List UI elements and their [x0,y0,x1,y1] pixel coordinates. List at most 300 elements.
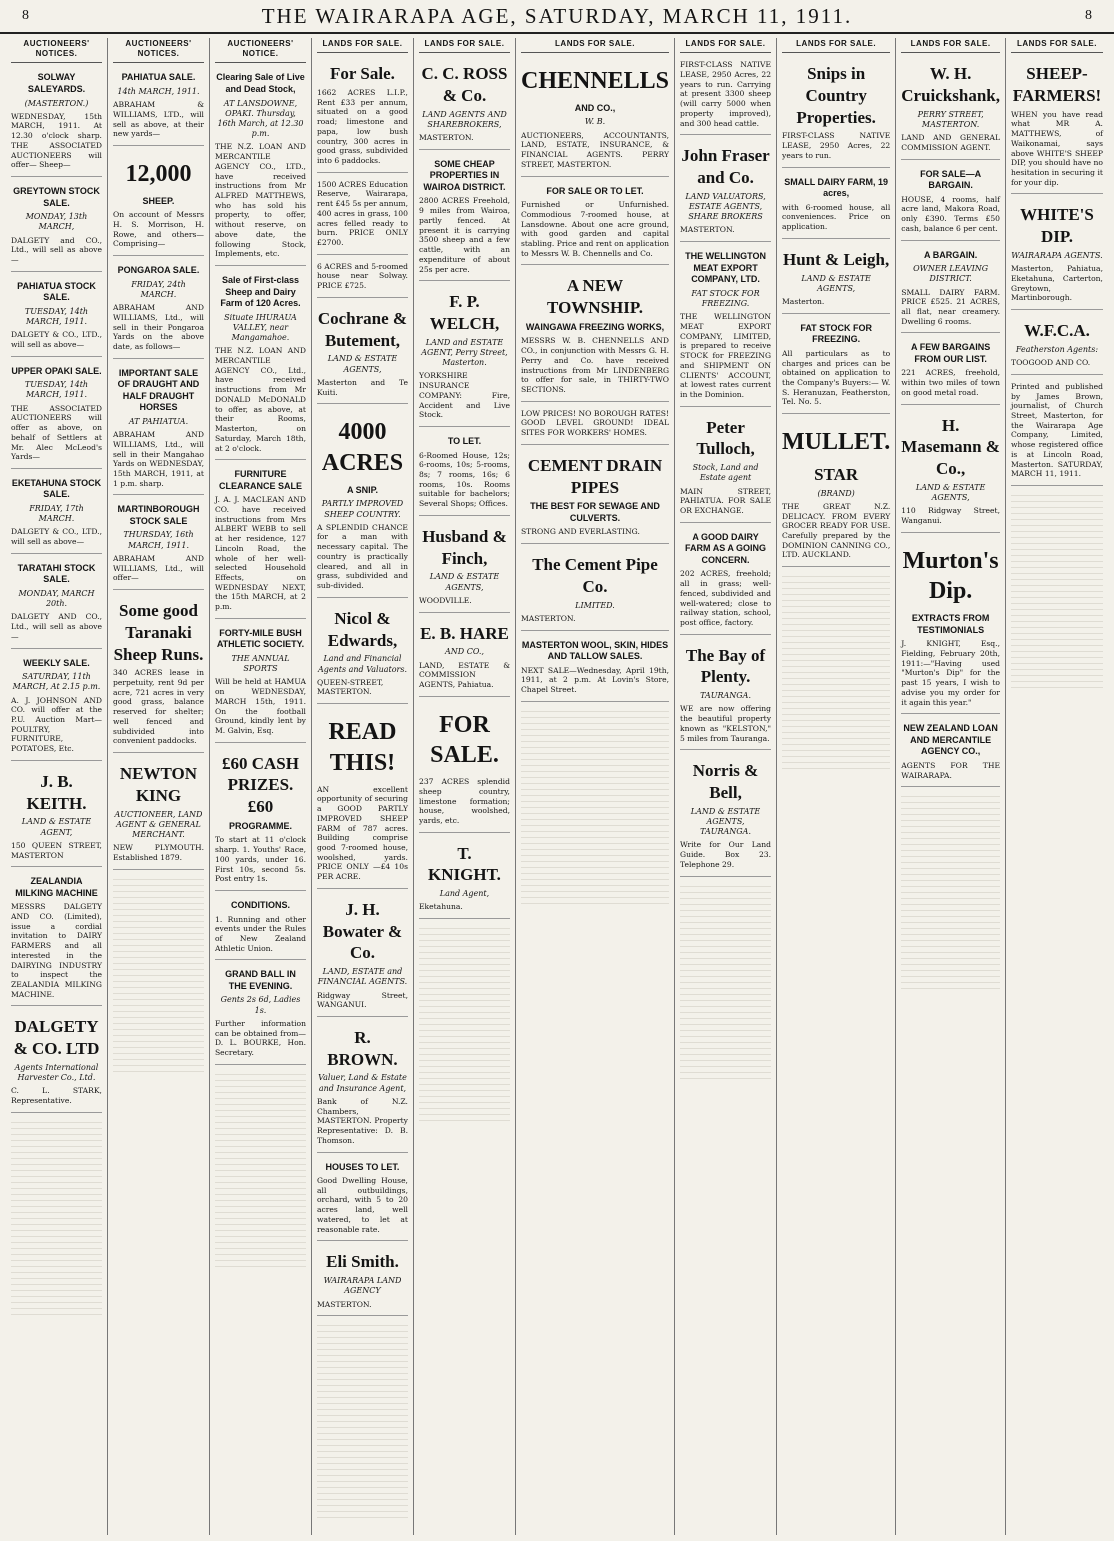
notice-heading: GRAND BALL IN THE EVENING. [225,969,296,991]
notice-subheading: 14th MARCH, 1911. [117,86,200,96]
notice-block [419,57,510,150]
notice-body: DALGETY & CO., LTD., will sell as above— [11,330,102,349]
notice-block [419,617,510,697]
notice-body: THE N.Z. LOAN AND MERCANTILE AGENCY CO., Ltd., have received instructions from Mr DONALD McDONALD to offer, as above, at their Rooms, Masterton, on Saturday, March 18th, at 2 o'clock. [214,346,306,453]
notice-body: ABRAHAM & WILLIAMS, LTD., will sell as above, at their new yards— [112,100,204,139]
notice-title: For Sale. [330,64,395,84]
notice-block [317,408,408,597]
notice-block [680,57,771,135]
notice-block [419,431,510,516]
notice-block [317,177,408,255]
notice-heading: FORTY-MILE BUSH ATHLETIC SOCIETY. [216,627,305,650]
notice-body: THE ASSOCIATED AUCTIONEERS will offer as above, on behalf of Settlers at Mr. Alec McLeod's Yards— [11,403,102,462]
notice-body: Write for Our Land Guide. Box 23. Telephone 29. [680,840,772,869]
notice-block [419,701,510,833]
notice-block [317,1021,408,1153]
notice-body: TOOGOOD AND CO. [1011,358,1091,368]
column-fine-print [317,1320,408,1520]
notice-body: AN excellent opportunity of securing a GOOD PARTLY IMPROVED SHEEP FARM of 787 acres. Building comprise good 7-roomed house, woolshed, yards. PRICE ONLY —£4 10s PER ACRE. [316,784,408,882]
masthead [0,0,1114,34]
notice-heading: PAHIATUA STOCK SALE. [17,280,96,303]
notice-body: WOODVILLE. [418,595,472,605]
notice-body: Masterton, Pahiatua, Eketahuna, Carterton, Greytown, Martinborough. [1011,264,1103,303]
notice-block [11,1010,102,1112]
notice-block [901,409,1000,533]
notice-subheading: OWNER LEAVING DISTRICT. [913,264,989,284]
notice-subheading: FRIDAY, 24th MARCH. [131,279,186,299]
notice-body: AUCTIONEERS, ACCOUNTANTS, LAND, ESTATE, INSURANCE, & FINANCIAL AGENTS. PERRY STREET, MASTERTON. [520,130,670,169]
column-header: LANDS FOR SALE. [419,38,510,53]
notice-body: with 6-roomed house, all conveniences. Price on application. [782,202,891,232]
notice-block [782,318,890,414]
notice-title: Some good Taranaki Sheep Runs. [113,601,204,664]
notice-subheading: (BRAND) [817,488,855,498]
notice-title: W. H. Cruickshank, [901,64,1000,105]
notice-heading: NEW ZEALAND LOAN AND MERCANTILE AGENCY CO., [903,723,998,757]
notice-body: Masterton and Te Kuiti. [316,377,408,397]
notice-block [317,302,408,404]
notice-body: NEW PLYMOUTH. Established 1879. [112,843,204,862]
notice-subheading: FAT STOCK FOR FREEZING. [691,288,760,308]
notice-subheading: LAND and ESTATE AGENT, Perry Street, Masterton. [421,337,508,368]
notice-body: THE GREAT N.Z. DELICACY. FROM EVERY GROCER READY FOR USE. Carefully prepared by the DOMINION CANNING CO., LTD. AUCKLAND. [782,501,891,560]
notice-subheading: Valuer, Land & Estate and Insurance Agent, [318,1073,407,1093]
notice-block [419,520,510,613]
notice-block [11,361,102,469]
notice-heading: PROGRAMME. [228,820,292,831]
notice-body: THE WELLINGTON MEAT EXPORT COMPANY, LIMITED, is prepared to receive STOCK for FREEZING and SHIPMENT ON CLIENTS' ACCOUNT, at lowest rates current in the Dominion. [680,312,772,399]
notice-body: Bank of N.Z. Chambers, MASTERTON. Property Representative: D. B. Thomson. [316,1096,408,1145]
notice-body: LAND, ESTATE & COMMISSION AGENTS, Pahiatua. [418,660,510,689]
notice-block [317,57,408,173]
notice-body: FIRST-CLASS NATIVE LEASE, 2950 Acres, 22 years to run. [782,131,891,160]
column-1 [6,38,108,1535]
notice-block [215,747,306,891]
notice-subheading: Land and Financial Agents and Valuators. [317,654,407,674]
notice-subheading: WAIRARAPA LAND AGENCY [323,1276,402,1296]
notice-heading: HOUSES TO LET. [325,1161,400,1172]
notice-subheading: WAIRARAPA AGENTS. [1011,250,1103,260]
notice-body: Eketahuna. [418,902,463,912]
notice-body: WE are now offering the beautiful property known as "KELSTON," 5 miles from Tauranga. [680,704,772,743]
notice-body: 1500 ACRES Education Reserve, Wairarapa, rent £45 5s per annum, 400 acres in grass, 100 acres felled ready to burn. PRICE ONLY £2700. [316,179,408,248]
notice-heading: SOME CHEAP PROPERTIES IN WAIROA DISTRICT. [423,158,506,192]
notice-block [1011,57,1103,194]
notice-block [680,139,771,242]
notice-subheading: LAND & ESTATE AGENTS, [915,482,986,503]
notice-body: DALGETY and CO., Ltd., will sell as above— [11,235,102,264]
notice-heading: FAT STOCK FOR FREEZING. [800,322,872,345]
notice-title: F. P. WELCH, [429,292,500,333]
notice-body: A SPLENDID CHANCE for a man with necessary capital. The country is practically cleared, and all in grass, subdivided and sub-divided. [316,522,408,591]
notice-block [11,558,102,649]
notice-heading: EKETAHUNA STOCK SALE. [11,477,102,500]
notice-heading: AND CO., [574,102,616,113]
notice-heading: PONGAROA SALE. [117,265,200,276]
notice-block [317,893,408,1017]
notice-title: £60 CASH PRIZES. £60 [221,753,299,817]
notice-body: ABRAHAM AND WILLIAMS, Ltd., will offer— [112,553,204,583]
notice-title: J. H. Bowater & Co. [322,899,403,963]
notice-body: Further information can be obtained from— D. L. BOURKE, Hon. Secretary. [214,1018,306,1058]
notice-heading: A BARGAIN. [924,249,978,260]
notice-block [901,57,1000,159]
notice-subheading: MONDAY, 13th MARCH, [25,212,88,232]
notice-body: STRONG AND EVERLASTING. [520,527,640,537]
notice-block [317,602,408,704]
notice-body: FIRST-CLASS NATIVE LEASE, 2950 Acres, 22 years to run. Carrying at present 3300 sheep (will carry 5000 when property improved), and 300 head cattle. [680,60,772,128]
notice-subheading: AND CO., [444,647,484,657]
notice-body: 2800 ACRES Freehold, 9 miles from Wairoa, partly fenced. At present it is carrying 3500 sheep and a few cattle, with an expenditure of about 25s per acre. [418,196,510,274]
column-header: LANDS FOR SALE. [680,38,771,53]
notice-body: DALGETY AND CO., Ltd., will sell as above— [11,612,102,641]
notice-block [901,537,1000,715]
notice-body: MASTERTON. [680,225,735,235]
notice-heading: TARATAHI STOCK SALE. [17,562,96,585]
notice-heading: PAHIATUA SALE. [121,72,196,83]
notice-body: J. A. J. MACLEAN AND CO. have received instructions from Mrs ALBERT WEBB to sell at her residence, 127 Lincoln Road, the whole of her well-selected Household Effects, on WEDNESDAY NEXT, the 15th MARCH, at 2 p.m. [214,495,306,612]
notice-body: ABRAHAM AND WILLIAMS, Ltd., will sell in their Mangahao Yards on WEDNESDAY, 15th MARCH, 1911, at 1 p.m. sharp. [112,430,204,488]
notice-body: 340 ACRES lease in perpetuity, rent 9d per acre, 721 acres in very good grass, balance reserved for shelter; well fenced and subdivided into convenient paddocks. [112,668,204,746]
notice-body: Ridgway Street, WANGANUI. [316,990,408,1010]
column-9 [896,38,1006,1535]
notice-title: T. KNIGHT. [428,843,501,885]
notice-body: A. J. JOHNSON AND CO. will offer at the P.U. Auction Mart—POULTRY, FURNITURE, POTATOES, Etc. [11,695,102,754]
notice-heading: IMPORTANT SALE OF DRAUGHT AND HALF DRAUGHT HORSES [117,367,200,413]
notice-subheading: PARTLY IMPROVED SHEEP COUNTRY. [321,499,404,519]
notice-block [113,150,204,256]
notice-body: 6 ACRES and 5-roomed house near Solway. PRICE £725. [316,261,408,291]
notice-block [680,754,771,876]
notice-body: LAND AND GENERAL COMMISSION AGENT. [901,133,1000,152]
column-fine-print [419,923,510,1123]
notice-title: Husband & Finch, [422,526,507,568]
notice-title: Peter Tulloch, [696,417,755,459]
notice-body: On account of Messrs H. S. Morrison, H. Rowe, and others— Comprising— [112,210,204,249]
notice-subheading: LAND, ESTATE and FINANCIAL AGENTS. [317,967,408,987]
column-4 [312,38,414,1535]
notice-heading: SHEEP. [142,195,175,206]
notice-subheading: SATURDAY, 11th MARCH, At 2.15 p.m. [12,672,101,692]
notice-heading: FURNITURE CLEARANCE SALE [218,469,302,491]
column-fine-print [1011,490,1103,690]
notice-heading: SMALL DAIRY FARM, 19 acres, [784,176,889,199]
notice-subheading: LAND VALUATORS, ESTATE AGENTS, SHARE BROKERS [685,191,766,222]
notice-heading: CONDITIONS. [230,900,290,911]
notice-block [11,67,102,177]
notice-subheading: Stock, Land and Estate agent [692,463,759,483]
notice-body: AGENTS FOR THE WAIRARAPA. [901,760,1000,780]
notice-heading: WAINGAWA FREEZING WORKS, [525,321,665,332]
notice-title: SHEEP-FARMERS! [1012,64,1102,105]
notice-body: C. L. STARK, Representative. [11,1086,102,1106]
notice-body: SMALL DAIRY FARM. PRICE £525. 21 ACRES, all flat, near creamery. Dwelling 6 rooms. [901,287,1000,326]
notice-body: LOW PRICES! NO BOROUGH RATES! GOOD LEVEL GROUND! IDEAL SITES FOR WORKERS' HOMES. [520,408,670,438]
notice-subheading: Agents International Harvester Co., Ltd. [14,1062,99,1083]
notice-body: Will be held at HAMUA on WEDNESDAY, MARCH 15th, 1911. On the football Ground, kindly lent by M. Galvin, Esq. [214,677,306,735]
notice-body: WEDNESDAY, 15th MARCH, 1911. At 12.30 o'clock sharp. THE ASSOCIATED AUCTIONEERS will offer— Sheep— [11,111,102,170]
column-fine-print [782,571,890,771]
notice-block [11,181,102,272]
notice-block [901,337,1000,404]
notice-heading: WEEKLY SALE. [23,657,90,668]
notice-heading: EXTRACTS FROM TESTIMONIALS [911,613,990,635]
notice-block [113,260,204,359]
notice-heading: FOR SALE—A BARGAIN. [920,168,982,191]
notice-body: 221 ACRES, freehold, within two miles of town on good metal road. [901,368,1000,397]
notice-heading: A GOOD DAIRY FARM AS A GOING CONCERN. [685,531,767,565]
notice-body: QUEEN-STREET, MASTERTON. [316,677,384,697]
notice-body: Printed and published by James Brown, journalist, of Church Street, Masterton, for the Wairarapa Age Company, Limited, whose registered office is at Lincoln Road, Masterton. SATURDAY, MARCH 11, 1911. [1011,381,1103,479]
notice-subheading: W. B. [584,117,606,127]
column-fine-print [521,706,669,906]
notice-body: MASTERTON. [316,1299,372,1309]
notice-display-headline: 12,000 [125,161,192,188]
notice-block [113,499,204,590]
notice-title: Cochrane & Butement, [317,308,408,350]
notice-block [317,1245,408,1316]
notice-subheading: LAND & ESTATE AGENTS, [327,354,398,374]
notice-body: 237 ACRES splendid sheep country, limestone formation; house, woolshed, yards, etc. [418,777,510,825]
notice-block [11,653,102,761]
notice-display-headline: MULLET. [782,429,891,456]
notice-subheading: MONDAY, MARCH 20th. [18,588,95,609]
notice-body: MASTERTON. [418,133,474,143]
notice-subheading: LAND & ESTATE AGENTS, TAURANGA. [690,806,761,837]
notice-block [901,164,1000,241]
notice-heading: THE WELLINGTON MEAT EXPORT COMPANY, LTD. [685,251,766,285]
notice-body: ABRAHAM AND WILLIAMS, Ltd., will sell in their Pongaroa Yards on the above date, as follows— [112,303,204,352]
notice-block [521,269,669,401]
notice-subheading: LAND & ESTATE AGENTS, [801,273,871,293]
notice-subheading: TUESDAY, 14th MARCH, 1911. [24,306,89,326]
notice-block [1011,198,1103,310]
notice-block [901,718,1000,787]
notice-subheading: LIMITED. [575,600,615,610]
notice-block [521,449,669,544]
notice-heading: MARTINBOROUGH STOCK SALE [117,504,200,526]
column-5 [414,38,516,1535]
notice-block [113,363,204,496]
notice-subheading: PERRY STREET, MASTERTON. [917,109,984,129]
notice-block [11,473,102,554]
column-2 [108,38,210,1535]
notice-block [1011,314,1103,375]
notice-display-headline: READ THIS! [328,719,397,776]
notice-subheading: Featherston Agents: [1015,344,1099,354]
notice-heading: MASTERTON WOOL, SKIN, HIDES AND TALLOW SALES. [521,639,669,662]
notice-block [419,837,510,919]
notice-title: Hunt & Leigh, [783,249,890,269]
notice-block [1011,379,1103,486]
notice-subheading: Situate IHURAUA VALLEY, near Mangamahoe. [224,312,297,343]
column-6 [516,38,675,1535]
notice-heading: GREYTOWN STOCK SALE. [13,186,100,208]
notice-body: J. KNIGHT, Esq., Fielding, February 20th, 1911:—"Having used "Murton's Dip" for the past 15 years, I wish to advise you my order for it again this year." [901,639,1000,707]
column-header: LANDS FOR SALE. [782,38,890,53]
notice-block [11,871,102,1006]
column-header: LANDS FOR SALE. [317,38,408,53]
notice-block [215,895,306,960]
notice-block [521,635,669,702]
notice-body: NEXT SALE—Wednesday, April 19th, 1911, at 2 p.m. At Lovin's Store, Chapel Street. [520,665,670,695]
column-fine-print [680,881,771,1081]
notice-block [901,245,1000,334]
column-3 [210,38,312,1535]
notice-subheading: LAND & ESTATE AGENT, [21,817,92,837]
notice-block [782,243,890,314]
notice-title: The Bay of Plenty. [685,645,766,687]
newspaper-title: THE WAIRARAPA AGE, SATURDAY, MARCH 11, 1911. [261,3,853,28]
notice-display-headline: 4000 ACRES [321,419,404,477]
notice-block [11,765,102,867]
notice-block [317,708,408,889]
notice-subheading: LAND & ESTATE AGENTS, [429,572,500,592]
notice-block [521,406,669,445]
notice-subheading: (MASTERTON.) [24,98,89,108]
notice-body: 150 QUEEN STREET, MASTERTON [11,840,102,860]
notice-block [317,1157,408,1242]
notice-block [317,259,408,298]
column-header: LANDS FOR SALE. [901,38,1000,53]
notice-body: YORKSHIRE INSURANCE COMPANY: Fire, Accident and Live Stock. [418,371,510,420]
notice-block [215,964,306,1064]
notice-body: Good Dwelling House, all outbuildings, orchard, with 5 to 20 acres land, well watered, to let at reasonable rate. [316,1176,408,1234]
notice-title: Norris & Bell, [692,761,759,803]
notice-title: Snips in Country Properties. [796,64,876,127]
notice-body: 110 Ridgway Street, Wanganui. [901,506,1000,526]
notice-block [419,285,510,427]
page-number-right: 8 [1084,8,1092,23]
notice-block [419,154,510,281]
notice-body: Masterton. [782,297,825,307]
notice-title: CEMENT DRAIN PIPES [527,455,663,497]
notice-subheading: FRIDAY, 17th MARCH. [29,503,84,524]
notice-subheading: Land Agent, [439,889,490,899]
notice-block [215,270,306,460]
column-8 [777,38,896,1535]
column-header: AUCTIONEERS' NOTICES. [113,38,204,63]
notice-heading: UPPER OPAKI SALE. [11,365,102,376]
page-number-left: 8 [22,8,29,23]
notice-title: R. BROWN. [327,1027,398,1069]
notice-subheading: TAURANGA. [700,691,751,701]
notice-display-headline: Murton's Dip. [902,547,999,605]
notice-block [680,639,771,751]
notice-subheading: AUCTIONEER, LAND AGENT & GENERAL MERCHANT. [114,809,203,840]
notice-heading: SOLWAY SALEYARDS. [27,72,86,94]
notice-title: WHITE'S DIP. [1020,205,1094,247]
notice-heading: A SNIP. [346,484,378,495]
notice-block [521,181,669,266]
notice-body: To start at 11 o'clock sharp. 1. Youths' Race, 100 yards, under 16. First 10s, second 5s. Post entry 1s. [214,835,306,884]
notice-block [215,464,306,619]
notice-block [680,246,771,406]
notice-subheading: THURSDAY, 16th MARCH, 1911. [123,530,194,550]
notice-body: Furnished or Unfurnished. Commodious 7-roomed house, at Lansdowne. About one acre ground, with good garden and capital stabling. Price and rent on application to Messrs W. B. Chennells and Co. [520,200,670,258]
column-fine-print [215,1069,306,1269]
notice-heading: Sale of First-class Sheep and Dairy Farm of 120 Acres. [220,275,301,309]
notice-heading: TO LET. [447,436,482,447]
notice-block [113,757,204,870]
notice-block [680,411,771,523]
column-fine-print [11,1117,102,1317]
notice-body: HOUSE, 4 rooms, half acre land, Makora Road, only £390. Terms £50 cash, balance 6 per cent. [901,194,1000,233]
column-header: AUCTIONEERS' NOTICE. [215,38,306,63]
notice-title: STAR [814,464,859,484]
columns [6,38,1108,1535]
notice-subheading: THE ANNUAL SPORTS [231,653,290,674]
notice-title: J. B. KEITH. [26,771,87,813]
notice-subheading: LAND AGENTS AND SHAREBROKERS, [422,109,507,129]
notice-title: A NEW TOWNSHIP. [547,276,643,318]
notice-body: 1. Running and other events under the Rules of New Zealand Athletic Union. [214,914,306,953]
notice-body: 1662 ACRES L.I.P., Rent £33 per annum, situated on a good road; limestone and papa, low bush country, 300 acres in good grass, subdivided into 6 paddocks. [316,87,408,166]
notice-block [215,623,306,743]
notice-block [782,172,890,239]
notice-title: John Fraser and Co. [681,146,770,188]
notice-heading: A FEW BARGAINS FROM OUR LIST. [911,342,991,364]
notice-block [215,67,306,266]
notice-body: 202 ACRES, freehold; all in grass; well-fenced, subdivided and well-watered; close to railway station, school, post office, factory. [680,569,772,627]
notice-heading: Clearing Sale of Live and Dead Stock, [216,72,305,94]
notice-subheading: AT LANSDOWNE, OPAKI. Thursday, 16th March, at 12.30 p.m. [217,98,304,139]
notice-body: All particulars as to charges and prices can be obtained on application to the Company's Buyers:— W. S. Heranuzan, Featherston, Tel. No. 5. [782,348,891,407]
notice-heading: ZEALANDIA MILKING MACHINE [15,876,98,898]
notice-title: Nicol & Edwards, [327,608,398,650]
notice-subheading: AT PAHIATUA. [128,416,189,426]
notice-body: MESSRS W. B. CHENNELLS AND CO., in conjunction with Messrs G. H. Perry and Co. have received instructions from Mr LINDENBERG to offer for sale, in THIRTY-TWO SECTIONS. [520,336,670,395]
notice-body: MAIN STREET, PAHIATUA. FOR SALE OR EXCHANGE. [680,486,772,516]
notice-subheading: Gents 2s 6d, Ladies 1s. [220,995,301,1015]
notice-title: DALGETY & CO. LTD [13,1017,100,1059]
notice-body: MESSRS DALGETY AND CO. (Limited), issue a cordial invitation to DAIRY FARMERS and all interested in the DAIRYING INDUSTRY to inspect the ZEALANDIA MILKING MACHINE. [11,902,102,999]
notice-title: E. B. HARE [420,623,509,643]
column-10 [1006,38,1108,1535]
notice-subheading: TUESDAY, 14th MARCH, 1911. [24,380,89,400]
notice-block [11,276,102,357]
notice-title: H. Masemann & Co., [901,415,1000,479]
notice-block [113,67,204,146]
notice-block [782,57,890,167]
notice-body: WHEN you have read what MR A. MATTHEWS, of Waikonamai, says above WHITE'S SHEEP DIP, you should have no hesitation in securing it for your dip. [1011,109,1103,187]
notice-display-headline: CHENNELLS [520,68,670,95]
notice-heading: THE BEST FOR SEWAGE AND CULVERTS. [530,501,660,523]
notice-block [521,548,669,630]
notice-block [113,594,204,753]
column-7 [675,38,777,1535]
notice-body: THE N.Z. LOAN AND MERCANTILE AGENCY CO., LTD., have received instructions from Mr ALFRED MATTHEWS, who has sold his property, to offer, without reserve, on above date, the following Stock, Implements, etc. [214,142,306,259]
column-fine-print [901,791,1000,991]
notice-title: The Cement Pipe Co. [532,555,658,596]
notice-display-headline: FOR SALE. [430,711,499,769]
notice-title: NEWTON KING [119,764,198,805]
notice-heading: FOR SALE OR TO LET. [546,185,644,196]
column-header: LANDS FOR SALE. [1011,38,1103,53]
notice-body: DALGETY & CO., LTD., will sell as above— [11,527,102,547]
notice-body: MASTERTON. [520,613,576,623]
column-header: LANDS FOR SALE. [521,38,669,53]
column-header: AUCTIONEERS' NOTICES. [11,38,102,63]
notice-title: C. C. ROSS & Co. [421,64,508,105]
column-fine-print [113,874,204,1074]
notice-title: W.F.C.A. [1024,321,1090,341]
notice-block [782,418,890,567]
notice-block [680,527,771,635]
notice-title: Eli Smith. [326,1252,399,1272]
notice-block [521,57,669,176]
notice-body: 6-Roomed House, 12s; 6-rooms, 10s; 5-rooms, 8s; 7 rooms, 16s; 6 rooms, 10s. Rooms suitable for bachelors; Several Shops; Offices. [418,450,510,509]
